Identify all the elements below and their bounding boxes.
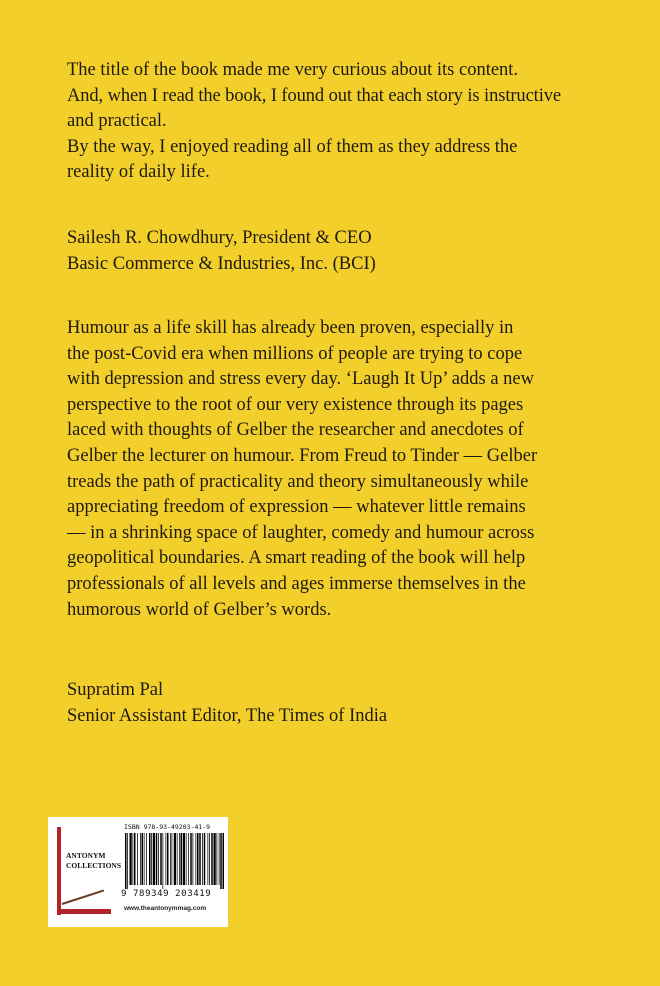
review-2-author: Supratim Pal xyxy=(67,680,164,700)
barcode-bar xyxy=(186,833,187,885)
barcode-bar xyxy=(137,833,138,885)
review-2-line: the post-Covid era when millions of people are trying to cope xyxy=(67,343,523,364)
review-2-line: treads the path of practicality and theory simultaneously while xyxy=(67,471,529,492)
review-2-line: — in a shrinking space of laughter, comedy and humour across xyxy=(67,522,535,543)
barcode-bar xyxy=(202,833,203,885)
barcode-bar xyxy=(125,833,127,889)
barcode-bar xyxy=(158,833,159,885)
review-1-line: reality of daily life. xyxy=(67,162,210,183)
review-1-author: Sailesh R. Chowdhury, President & CEO xyxy=(67,228,372,248)
review-2-line: Gelber the lecturer on humour. From Freud to Tinder — Gelber xyxy=(67,445,538,466)
barcode-bar xyxy=(219,833,220,885)
review-2-line: geopolitical boundaries. A smart reading of the book will help xyxy=(67,548,526,569)
barcode-bar xyxy=(211,833,213,885)
barcode-bar xyxy=(127,833,128,889)
barcode-bar xyxy=(130,833,132,885)
barcode-bar xyxy=(208,833,209,885)
barcode-bar xyxy=(177,833,178,885)
barcode-bar xyxy=(153,833,155,885)
isbn-label: ISBN 978-93-49203-41-9 xyxy=(124,823,211,831)
review-1-line: And, when I read the book, I found out that each story is instructive xyxy=(67,85,562,106)
barcode-bar xyxy=(166,833,167,885)
barcode-bar xyxy=(144,833,145,885)
barcode-bar xyxy=(142,833,144,885)
review-2-line: appreciating freedom of expression — whatever little remains xyxy=(67,497,526,518)
review-1-line: By the way, I enjoyed reading all of them as they address the xyxy=(67,136,518,157)
review-1-signature xyxy=(67,226,627,277)
barcode-bar xyxy=(199,833,201,885)
review-2-signature xyxy=(67,678,627,729)
barcode-bar xyxy=(156,833,158,885)
barcode-bar xyxy=(214,833,216,885)
barcode-bar xyxy=(179,833,180,885)
barcode-bar xyxy=(163,833,164,889)
barcode-bar xyxy=(140,833,141,885)
barcode-bar xyxy=(134,833,136,885)
isbn-barcode-box xyxy=(48,817,228,927)
barcode-bar xyxy=(151,833,152,885)
barcode-bar xyxy=(223,833,225,889)
barcode-bar xyxy=(183,833,185,885)
barcode-bar xyxy=(196,833,197,885)
barcode-bar xyxy=(167,833,169,885)
publisher-name-line-2: COLLECTIONS xyxy=(66,861,122,870)
publisher-name xyxy=(66,851,121,871)
publisher-website: www.theantonymmag.com xyxy=(124,905,207,912)
review-2-line: professionals of all levels and ages immerse themselves in the xyxy=(67,573,526,594)
barcode-bar xyxy=(172,833,173,885)
barcode-bar xyxy=(204,833,206,885)
review-2-line: humorous world of Gelber’s words. xyxy=(67,599,332,620)
book-logo-icon xyxy=(57,827,61,915)
review-2-line: perspective to the root of our very existence through its pages xyxy=(67,394,524,415)
barcode-bar xyxy=(209,833,210,885)
publisher-name-line-1: ANTONYM xyxy=(66,851,106,860)
review-1-line: The title of the book made me very curious about its content. xyxy=(67,60,519,80)
barcode-digits: 9 789349 203419 xyxy=(121,889,212,899)
book-logo-base xyxy=(57,909,111,914)
barcode-bar xyxy=(188,833,189,885)
review-quote-2 xyxy=(67,316,627,623)
barcode-bar xyxy=(197,833,199,885)
barcode-bar xyxy=(146,833,147,885)
review-2-line: laced with thoughts of Gelber the researcher and anecdotes of xyxy=(67,420,524,441)
review-quote-1 xyxy=(67,58,627,186)
barcode-bar xyxy=(220,833,222,889)
barcode-icon xyxy=(124,833,224,889)
barcode-bar xyxy=(174,833,176,885)
review-2-line: Humour as a life skill has already been proven, especially in xyxy=(67,318,514,338)
review-2-line: with depression and stress every day. ‘Laugh It Up’ adds a new xyxy=(67,369,534,390)
barcode-bar xyxy=(149,833,151,885)
review-1-affiliation: Basic Commerce & Industries, Inc. (BCI) xyxy=(67,253,376,274)
barcode-bar xyxy=(190,833,192,885)
barcode-bar xyxy=(133,833,134,885)
review-1-line: and practical. xyxy=(67,111,167,132)
barcode-bar xyxy=(170,833,171,885)
barcode-bar xyxy=(217,833,218,885)
barcode-bar xyxy=(193,833,194,885)
book-logo-page xyxy=(62,889,104,904)
barcode-bar xyxy=(181,833,183,885)
review-2-affiliation: Senior Assistant Editor, The Times of India xyxy=(67,705,388,726)
publisher-logo xyxy=(52,823,120,919)
barcode-bar xyxy=(160,833,162,885)
